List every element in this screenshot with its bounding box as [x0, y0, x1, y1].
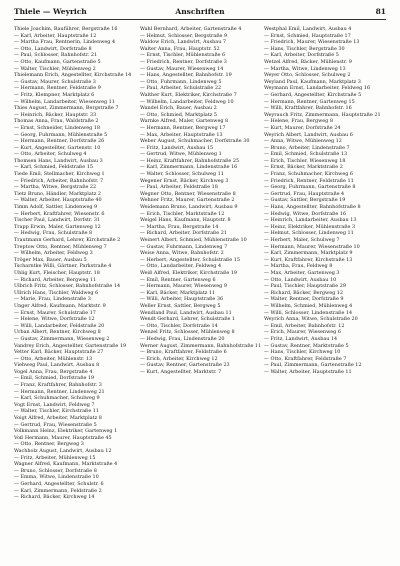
directory-entry: — Ernst, Tischler, Mühlenstraße 6: [140, 52, 226, 59]
directory-entry: Weller Ernst, Sattler, Bergweg 5: [140, 302, 221, 309]
directory-entry: Wahl Bernhard, Arbeiter, Gartenstraße 4: [140, 26, 242, 32]
directory-entry: — Willi, Landarbeiter, Feldstraße 20: [14, 322, 105, 329]
directory-entry: — Gertrud, Witwe, Mühlenweg 1: [140, 151, 222, 158]
directory-entry: — Bruno, Schlosser, Dorfstraße 8: [14, 467, 97, 474]
directory-entry: — Martha, Frau, Bergstraße 14: [140, 223, 219, 230]
directory-entry: — Max, Arbeiter, Hauptstraße 13: [140, 131, 223, 138]
directory-entry: — Gustav, Fuhrmann, Lindenweg 7: [140, 243, 228, 250]
directory-entry: — Hedwig, Frau, Schulstraße 8: [14, 230, 93, 237]
directory-entry: Wandel Erich, Bauer, Ausbau 2: [140, 105, 217, 112]
directory-entry: — Fritz, Arbeiter, Mühlenweg 15: [14, 454, 96, 461]
directory-entry: Vetter Karl, Bäcker, Hauptstraße 27: [14, 349, 104, 356]
directory-entry: — Helene, Witwe, Dorfstraße 12: [14, 316, 95, 323]
directory-entry: — Willi, Kraftfahrer, Bahnhofstr. 16: [264, 105, 352, 112]
directory-entry: — Friedrich, Rentner, Feldstraße 11: [264, 177, 354, 184]
directory-entry: — Heinrich, Bäcker, Hauptstr. 33: [14, 111, 97, 118]
directory-entry: — Bruno, Kraftfahrer, Feldstraße 6: [140, 349, 227, 356]
directory-entry: Uhlig Kurt, Fleischer, Hauptstr. 18: [14, 269, 100, 276]
directory-entry: Walther Kurt, Elektriker, Kirchstraße 7: [140, 91, 237, 98]
page-number: 81: [375, 7, 386, 16]
directory-entry: Wegner Otto, Rentner, Wiesenstraße 8: [140, 190, 236, 197]
column-1: [14, 26, 137, 561]
directory-entry: Thielemann Erich, Angestellter, Kirchstraße 14: [14, 72, 132, 79]
directory-entry: — Helmut, Schlosser, Bergstraße 9: [140, 32, 228, 39]
directory-entry: — Paul, Tischler, Hauptstraße 29: [264, 283, 346, 290]
directory-entry: — Martha, Witwe, Bergstraße 22: [14, 184, 97, 191]
directory-entry: — Franz, Kraftfahrer, Bahnhofstr. 3: [14, 382, 102, 389]
directory-entry: — Kurt, Kraftfahrer, Kirchstraße 13: [264, 256, 353, 263]
directory-entry: Weidemann Bruno, Landwirt, Ausbau 9: [140, 204, 238, 211]
directory-entry: — Otto, Schmied, Marktplatz 5: [140, 111, 218, 118]
directory-entry: — Karl, Arbeiter, Hauptstraße 12: [14, 32, 97, 39]
directory-entry: — Wilhelm, Landarbeiter, Feldweg 10: [140, 98, 234, 105]
directory-entry: Thomas Anna, Frau, Waldstraße 2: [14, 118, 99, 125]
directory-entry: Weymann Ernst, Landarbeiter, Feldweg 16: [264, 85, 371, 92]
directory-entry: Weinert Albert, Schmied, Mühlenstraße 10: [140, 237, 247, 243]
directory-entry: — Gustav, Rentner, Marktstraße 5: [264, 342, 349, 349]
directory-entry: — Friedrich, Rentner, Dorfstraße 3: [140, 58, 227, 65]
directory-entry: — Otto, Fuhrmann, Lindenweg 5: [140, 78, 222, 85]
directory-entry: — Karl, Bäcker, Marktplatz 11: [140, 289, 216, 296]
directory-entry: Ulbrich Fritz, Schlosser, Bahnhofstraße 14: [14, 283, 121, 290]
directory-entry: — Wilhelm, Schmied, Mühlenweg 4: [264, 302, 353, 309]
directory-entry: — Karl, Schuhmacher, Schulweg 9: [14, 395, 100, 402]
directory-entry: — Emil, Schmied, Schulstraße 13: [264, 151, 348, 158]
directory-entry: Timm Adolf, Sattler, Lindenweg 9: [14, 204, 98, 211]
directory-entry: — Ernst, Schneider, Lindenweg 18: [14, 124, 100, 131]
directory-entry: Weber August, Schuhmacher, Dorfstraße 30: [140, 138, 250, 145]
directory-entry: — Fritz, Landwirt, Ausbau 14: [264, 335, 338, 342]
header-range: Thiele — Weyrich: [14, 7, 87, 16]
directory-entry: — Friedrich, Maurer, Wiesenstraße 13: [264, 39, 360, 46]
directory-entry: Volkmann Heinz, Elektriker, Gartenweg 1: [14, 428, 118, 435]
directory-entry: — Ernst, Schmied, Hauptstraße 17: [264, 32, 351, 39]
directory-entry: — Heinrich, Landarbeiter, Ausbau 13: [264, 217, 357, 224]
directory-entry: — Hermann, Rentner, Feldstraße 9: [14, 85, 101, 92]
directory-entry: — Anna, Witwe, Mühlenweg 12: [264, 138, 342, 145]
directory-entry: Thies August, Zimmermann, Bergstraße 7: [14, 105, 119, 112]
directory-entry: Tiede Emil, Stellmacher, Kirchweg 1: [14, 171, 105, 178]
directory-entry: — Erich, Tischler, Marktstraße 12: [140, 210, 225, 217]
directory-entry: — Wilhelm, Landarbeiter, Wiesenweg 11: [14, 98, 115, 105]
directory-entry: — Paul, Schlosser, Bahnhofstr. 21: [14, 52, 98, 59]
directory-entry: Thiele Joachim, Bauführer, Bergstraße 16: [14, 26, 118, 32]
directory-entry: — Otto, Arbeiter, Mühlenstr. 13: [14, 355, 93, 362]
directory-entry: — Gustav, Rentner, Gartenstraße 23: [140, 362, 230, 369]
directory-entry: Tscharntke Willi, Gärtner, Parkstraße 4: [14, 263, 112, 270]
directory-entry: Weiß Alfred, Elektriker, Kirchstraße 19: [140, 269, 238, 276]
directory-entry: Westphal Emil, Landwirt, Ausbau 4: [264, 26, 352, 32]
directory-entry: Warnke Alfred, Maler, Gartenweg 8: [140, 118, 229, 125]
page-header: [14, 7, 386, 20]
directory-entry: Treptow Otto, Rentner, Mühlenweg 7: [14, 243, 107, 250]
directory-entry: Tietz Bruno, Händler, Marktplatz 2: [14, 190, 101, 197]
directory-entry: — Hans, Tischler, Kirchweg 10: [264, 349, 341, 356]
directory-entry: — Otto, Landarbeiter, Feldweg 4: [140, 263, 222, 270]
directory-entry: — Emil, Arbeiter, Bahnhofstr. 12: [264, 322, 345, 329]
directory-entry: — Willi, Arbeiter, Hauptstraße 36: [140, 296, 224, 303]
directory-entry: Unger Alfred, Kaufmann, Marktstr. 9: [14, 302, 106, 309]
directory-entry: — Walter, Arbeiter, Hauptstraße 11: [264, 368, 352, 375]
directory-entry: Wegener Ernst, Bäcker, Kirchweg 3: [140, 177, 229, 184]
directory-entry: Vogel Anna, Frau, Bergstraße 4: [14, 368, 93, 375]
header-title: Anschriften: [175, 7, 225, 16]
directory-entry: — Fritz, Klempner, Marktplatz 6: [14, 91, 95, 98]
column-2: [140, 26, 263, 561]
directory-entry: — Walter, Rentner, Dorfstraße 9: [264, 296, 344, 303]
directory-entry: — Paul, Zimmermann, Gartenstraße 12: [264, 362, 362, 369]
directory-entry: Weigel Hans, Kaufmann, Hauptstr. 8: [140, 217, 231, 224]
directory-entry: — Gustav, Zimmermann, Wiesenweg 2: [14, 335, 110, 342]
directory-entry: — Richard, Bäcker, Kirchweg 14: [14, 494, 95, 501]
directory-entry: Vogt Ernst, Landwirt, Feldweg 7: [14, 401, 95, 408]
directory-entry: — Gustav, Maurer, Schulstraße 3: [14, 78, 96, 85]
directory-entry: — Helene, Frau, Bergweg 8: [264, 118, 333, 125]
directory-entry: — Heinz, Elektriker, Mühlenstraße 3: [264, 223, 356, 230]
directory-entry: — Walter, Arbeiter, Hauptstraße 40: [14, 197, 102, 204]
directory-entry: Wetzel Alfred, Bäcker, Mühlenstr. 9: [264, 58, 352, 65]
directory-entry: — Hedwig, Frau, Lindenstraße 20: [140, 335, 225, 342]
column-3: [264, 26, 387, 561]
directory-entry: Wendland Paul, Landwirt, Ausbau 11: [140, 309, 232, 316]
directory-entry: — Hermann, Rentner, Bergweg 17: [140, 124, 226, 131]
directory-entry: — Kurt, Angestellter, Marktstr. 7: [140, 368, 222, 375]
directory-entry: — Herbert, Maler, Schulweg 7: [264, 237, 340, 243]
directory-entry: Weyrich Anna, Witwe, Schulstraße 20: [264, 316, 358, 323]
directory-entry: Walter Anna, Frau, Hauptstr. 52: [140, 45, 220, 52]
directory-entry: — Hermann, Rentner, Gartenweg 15: [264, 98, 355, 105]
directory-entry: — Karl, Schmied, Feldstraße 15: [14, 164, 93, 171]
directory-entry: Viehweg Paul, Landwirt, Ausbau 8: [14, 362, 100, 369]
directory-entry: — Otto, Landwirt, Ausbau 10: [264, 276, 337, 283]
directory-entry: — Willi, Schlosser, Lindenstraße 14: [264, 309, 353, 316]
directory-entry: — Wilhelm, Arbeiter, Feldweg 3: [14, 250, 93, 257]
directory-entry: — Ernst, Maurer, Schulstraße 17: [14, 309, 96, 316]
directory-entry: — Gustav, Sattler, Bergstraße 19: [264, 197, 346, 204]
directory-entry: — Hans, Angestellter, Bahnhofstr. 19: [140, 72, 232, 79]
directory-entry: — Gustav, Maurer, Wiesenweg 14: [140, 65, 224, 72]
directory-entry: — Otto, Kaufmann, Gartenstraße 5: [14, 58, 101, 65]
directory-entry: — Gerhard, Angestellter, Schulstr. 6: [14, 480, 104, 487]
directory-entry: Wehner Fritz, Maurer, Gartenstraße 2: [140, 197, 235, 204]
directory-entry: — Friedrich, Arbeiter, Bahnhofstr. 7: [14, 177, 104, 184]
directory-entry: Weise Anna, Witwe, Bahnhofstr. 2: [140, 250, 224, 257]
directory-entry: Weyrauch Fritz, Zimmermann, Hauptstraße 21: [264, 111, 381, 118]
directory-entry: — Heinz, Kraftfahrer, Bahnhofstraße 25: [140, 157, 240, 164]
directory-entry: — Emma, Witwe, Lindenstraße 10: [14, 474, 99, 481]
directory-entry: Waldow Erich, Landwirt, Ausbau 7: [140, 39, 227, 46]
directory-entry: — Emil, Schmied, Dorfstraße 19: [14, 375, 95, 382]
directory-entry: — Richard, Arbeiter, Bergweg 11: [14, 276, 97, 283]
directory-entry: Urban Albert, Rentner, Kirchweg 8: [14, 329, 101, 336]
directory-entry: — Gertrud, Frau, Hauptstraße 4: [264, 190, 345, 197]
directory-entry: Wagner Alfred, Kaufmann, Marktstraße 4: [14, 461, 118, 468]
directory-entry: — Walter, Tischler, Kirchstraße 11: [14, 408, 99, 415]
directory-entry: — Karl, Arbeiter, Dorfstraße 5: [264, 52, 339, 59]
directory-entry: Weyland Paul, Kaufmann, Marktplatz 3: [264, 78, 361, 85]
directory-entry: — Karl, Zimmermann, Lindenstraße 16: [140, 164, 238, 171]
directory-entry: — Erich, Tischler, Wiesenweg 18: [264, 157, 346, 164]
directory-entry: Werner August, Zimmermann, Bahnhofstraße 11: [140, 342, 262, 349]
directory-entry: — Hans, Angestellter, Bahnhofstraße 8: [264, 204, 361, 211]
directory-entry: — Richard, Arbeiter, Dorfstraße 21: [140, 230, 227, 237]
directory-entry: — Paul, Arbeiter, Feldstraße 18: [140, 184, 218, 191]
directory-entry: — Hans, Tischler, Bergstraße 30: [264, 45, 345, 52]
directory-entry: Weyer Otto, Schlosser, Schulweg 2: [264, 72, 351, 79]
directory-entry: — Helmut, Schlosser, Lindenweg 11: [264, 230, 354, 237]
directory-entry: — Walter, Tischler, Mühlenweg 2: [14, 65, 96, 72]
directory-entry: — Bruno, Arbeiter, Lindenstraße 7: [264, 144, 350, 151]
directory-entry: — Kurt, Maurer, Dorfstraße 24: [264, 124, 341, 131]
directory-entry: Ullrich Hans, Tischler, Waldweg 6: [14, 289, 99, 296]
directory-entry: Wachholz August, Landwirt, Ausbau 12: [14, 448, 112, 454]
directory-entry: Trapp Erwin, Maler, Gartenweg 12: [14, 223, 101, 230]
directory-entry: — Fritz, Landwirt, Ausbau 15: [140, 144, 214, 151]
directory-entry: — Karl, Zimmermann, Marktplatz 9: [264, 250, 353, 257]
directory-entry: Voß Hermann, Maurer, Hauptstraße 45: [14, 434, 112, 441]
directory-entry: — Hedwig, Witwe, Dorfstraße 16: [264, 210, 347, 217]
directory-entry: — Gerhard, Angestellter, Kirchstraße 5: [264, 91, 362, 98]
directory-entry: — Herbert, Angestellter, Schulstraße 15: [140, 256, 240, 263]
directory-entry: — Martha, Frau, Feldweg 8: [264, 263, 333, 270]
directory-entry: Tröger Max, Bauer, Ausbau 5: [14, 256, 87, 263]
directory-entry: Vandrey Erich, Angestellter, Gartenstraße 19: [14, 342, 127, 349]
directory-entry: — Hermann, Rentner, Dorfstraße 26: [14, 138, 105, 145]
directory-entry: — Ernst, Bäcker, Marktstraße 2: [264, 164, 343, 171]
directory-entry: — Emil, Rentner, Gartenweg 6: [140, 276, 216, 283]
directory-entry: Weyrich Albert, Landwirt, Ausbau 6: [264, 131, 353, 138]
directory-entry: — Georg, Fuhrmann, Gartenstraße 8: [264, 184, 356, 191]
directory-entry: — Otto, Tischler, Dorfstraße 14: [140, 322, 218, 329]
directory-entry: — Gertrud, Frau, Wiesenstraße 5: [14, 421, 97, 428]
directory-entry: — Paul, Arbeiter, Schulstraße 22: [140, 85, 222, 92]
directory-entry: Trautmann Gerhard, Lehrer, Kirchstraße 2: [14, 237, 121, 243]
directory-entry: — Martha Frau, Rentnerin, Lindenweg 4: [14, 39, 116, 46]
directory-entry: Wendt Gerhard, Lehrer, Schulstraße 1: [140, 316, 236, 323]
directory-entry: — Franz, Schuhmacher, Kirchweg 6: [264, 171, 354, 178]
directory-entry: — Richard, Bäcker, Bergweg 12: [264, 289, 344, 296]
directory-entry: — Georg, Fuhrmann, Mühlenstraße 5: [14, 131, 108, 138]
directory-entry: — Otto, Kraftfahrer, Feldstraße 7: [264, 355, 347, 362]
directory-entry: — Otto, Landwirt, Dorfstraße 8: [14, 45, 92, 52]
directory-entry: Voigt Alfred, Arbeiter, Marktplatz 8: [14, 415, 102, 422]
directory-entry: — Erich, Maurer, Wiesenweg 6: [264, 329, 341, 336]
directory-entry: — Martha, Witwe, Lindenweg 13: [264, 65, 346, 72]
directory-entry: — Kurt, Angestellter, Gartenstr. 10: [14, 144, 101, 151]
directory-entry: Thomsen Hans, Landwirt, Ausbau 3: [14, 157, 103, 164]
directory-entry: — Karl, Zimmermann, Feldstraße 2: [14, 487, 102, 494]
directory-entry: — Hermann, Maurer, Wiesenstraße 10: [264, 243, 360, 250]
directory-entry: — Walter, Schlosser, Schulweg 11: [140, 171, 224, 178]
directory-entry: — Herbert, Kraftfahrer, Wiesenstr. 6: [14, 210, 105, 217]
directory-entry: Wenzel Fritz, Schlosser, Mühlenweg 8: [140, 329, 235, 336]
directory-entry: — Erich, Arbeiter, Kirchweg 12: [140, 355, 218, 362]
directory-entry: — Hermann, Rentner, Lindenweg 21: [14, 388, 105, 395]
directory-entry: — Otto, Arbeiter, Schulweg 4: [14, 151, 87, 158]
directory-entry: — Hermann, Maurer, Wiesenweg 9: [140, 283, 227, 290]
directory-entry: — Max, Arbeiter, Gartenweg 3: [264, 269, 340, 276]
directory-entry: Tischer Paul, Landwirt, Dorfstr. 31: [14, 217, 101, 224]
directory-entry: — Marie, Frau, Lindenstraße 3: [14, 296, 91, 303]
directory-entry: — Otto, Rentner, Bergweg 3: [14, 441, 84, 448]
